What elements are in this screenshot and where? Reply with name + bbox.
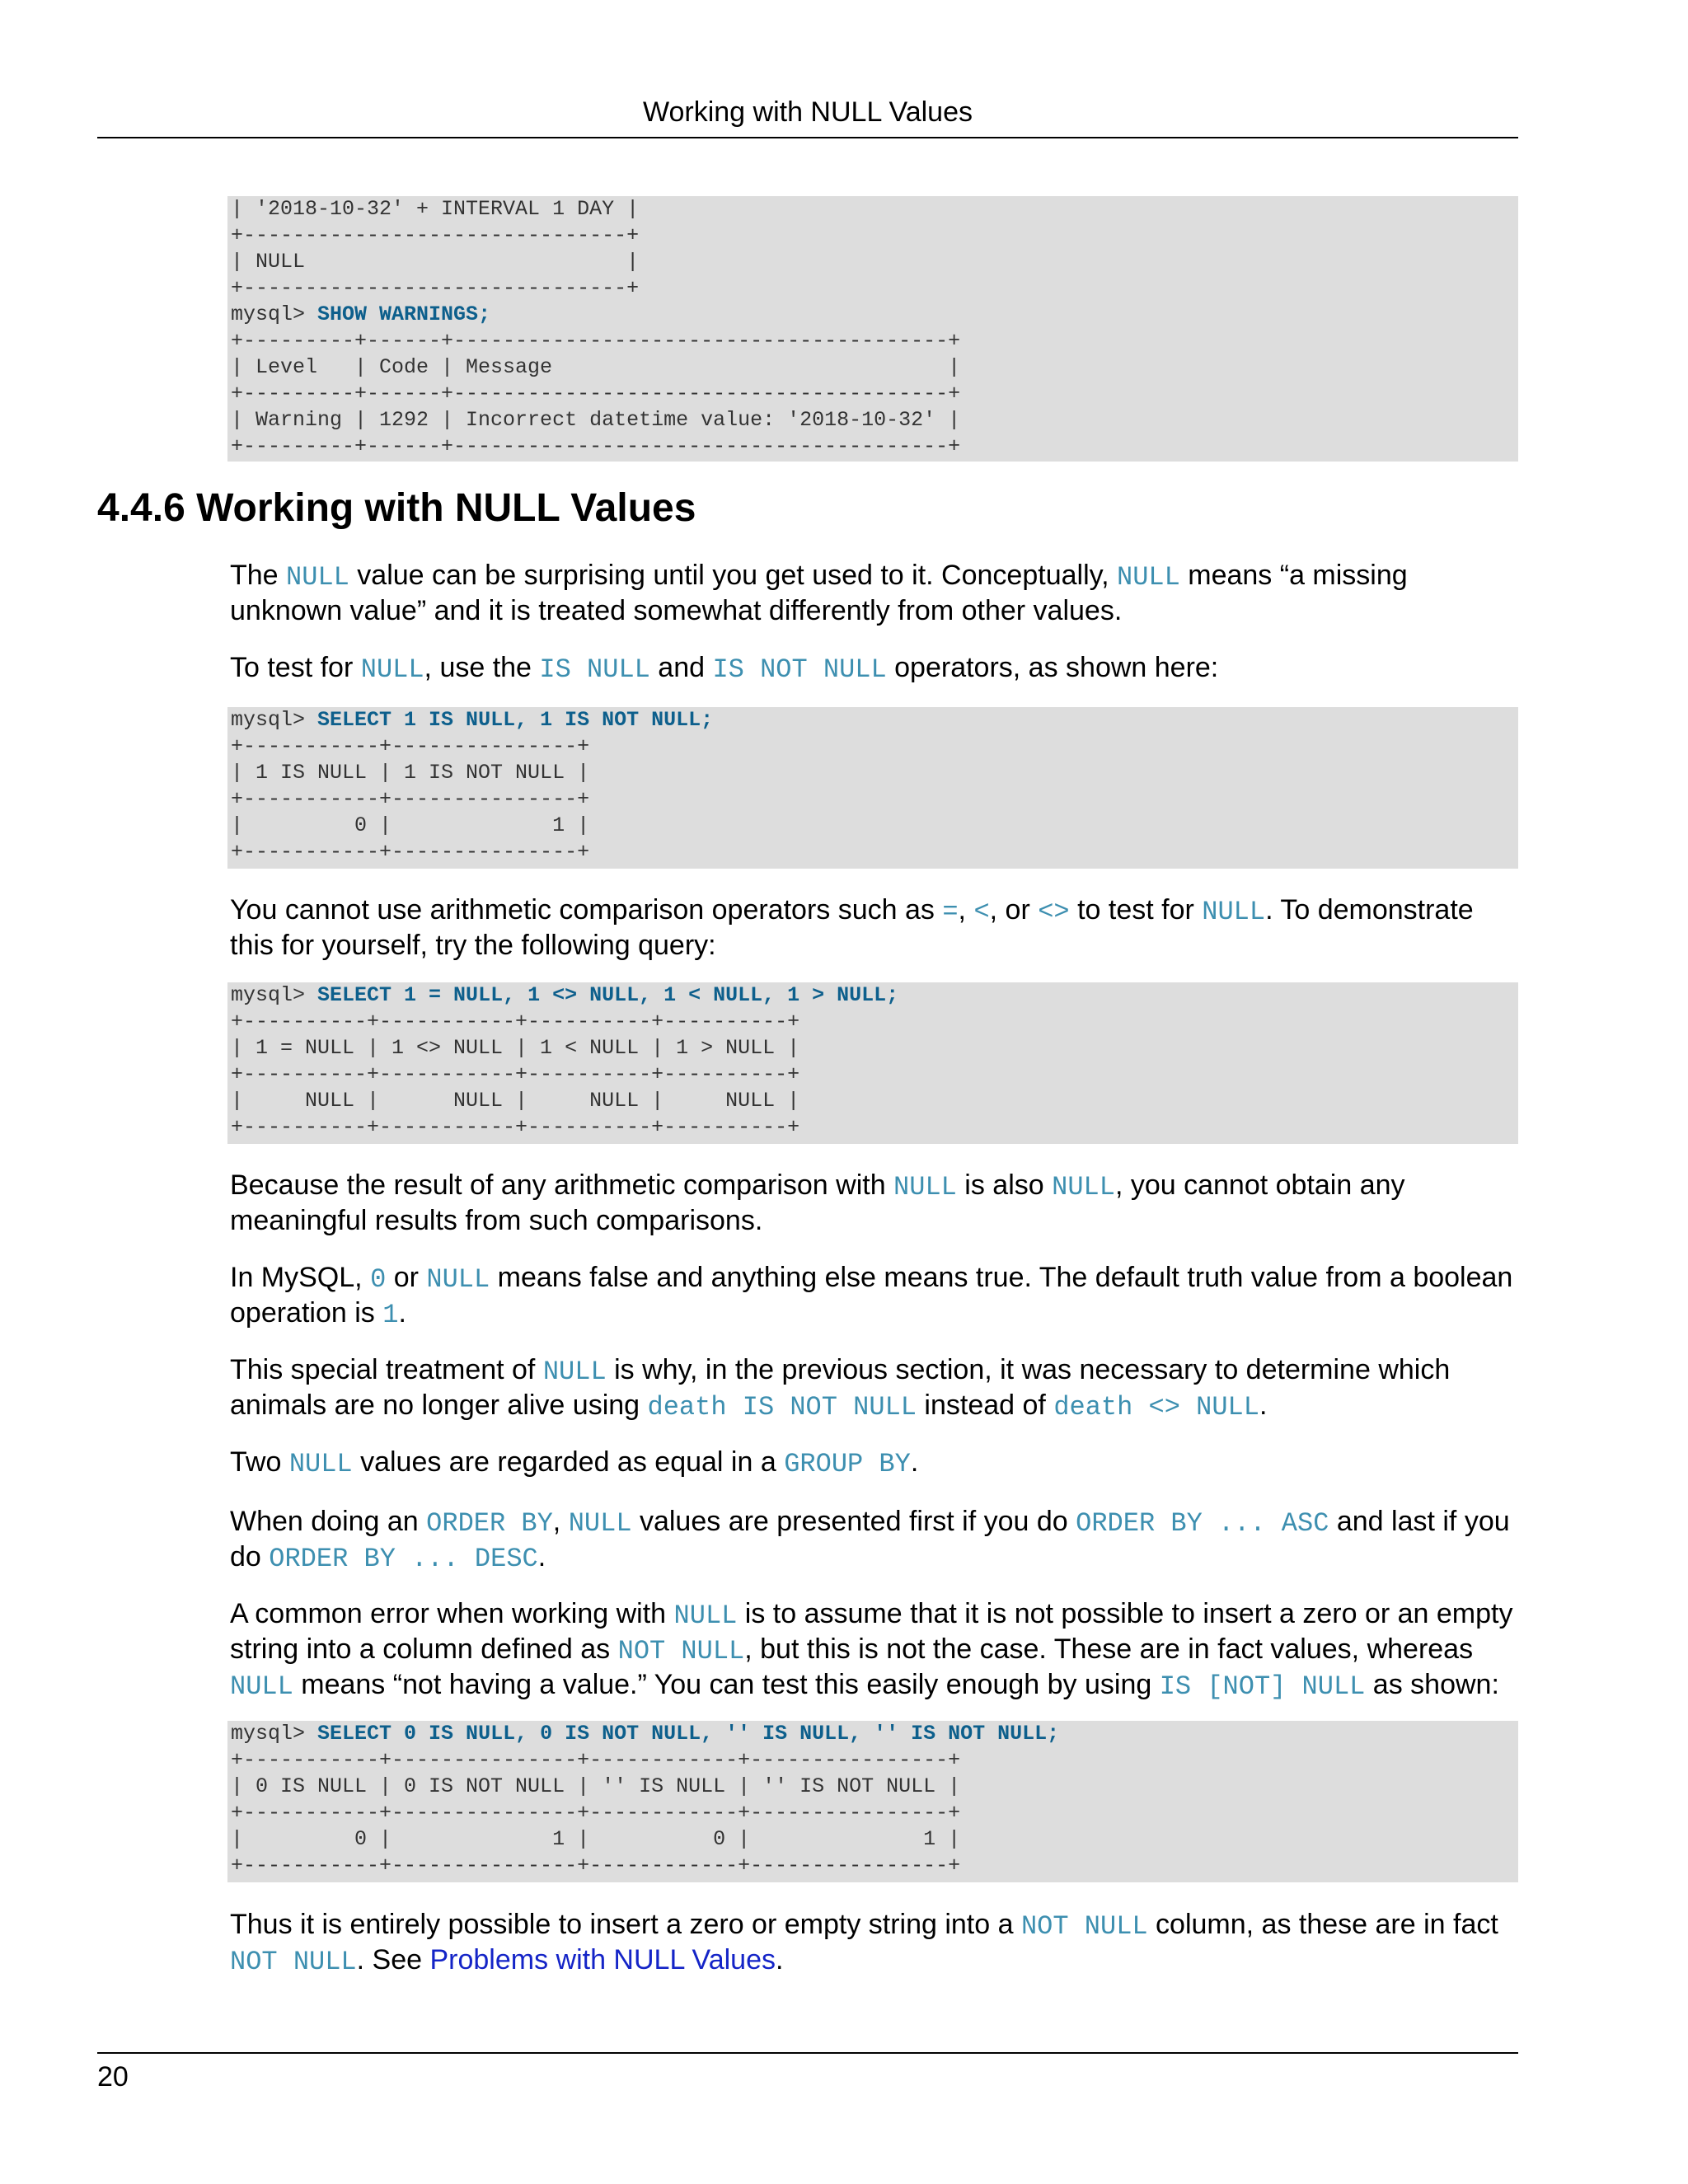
text: means “not having a value.” You can test this easily enough by using [293, 1669, 1160, 1700]
code-line: | 0 | 1 | [231, 813, 590, 837]
inline-code: death IS NOT NULL [647, 1392, 917, 1422]
inline-code: NULL [568, 1508, 632, 1539]
inline-code: NULL [893, 1172, 957, 1202]
text: Thus it is entirely possible to insert a zero or empty string into a [230, 1909, 1021, 1940]
inline-code: NULL [286, 562, 349, 593]
code-prompt: mysql> [231, 983, 318, 1007]
text: . To demonstrate this for yourself, try the following query: [230, 894, 1474, 961]
code-line: +----------+-----------+----------+----------+ [231, 1010, 800, 1033]
code-line: | 0 IS NULL | 0 IS NOT NULL | '' IS NULL | '' IS NOT NULL | [231, 1774, 961, 1798]
inline-code: 0 [370, 1264, 387, 1295]
inline-code: NULL [1202, 897, 1266, 927]
text: , you cannot obtain any meaningful results from such comparisons. [230, 1169, 1405, 1236]
text: . [1259, 1390, 1268, 1421]
text: , [552, 1506, 569, 1537]
running-header: Working with NULL Values [643, 96, 973, 128]
problems-with-null-link[interactable]: Problems with NULL Values [429, 1944, 776, 1975]
inline-code: NULL [360, 654, 424, 685]
inline-code: NOT NULL [1020, 1911, 1148, 1942]
code-block-warning [227, 196, 1518, 462]
text: as shown: [1365, 1669, 1499, 1700]
text: value can be surprising until you get used to it. Conceptually, [349, 560, 1117, 591]
text: to test for [1069, 894, 1203, 926]
paragraph-special-treatment [230, 1353, 1521, 1424]
page-number: 20 [97, 2061, 129, 2093]
header-divider [97, 137, 1518, 138]
text: When doing an [230, 1506, 427, 1537]
code-line: +-------------------------------+ [231, 276, 640, 300]
code-line: | 1 = NULL | 1 <> NULL | 1 < NULL | 1 > NULL | [231, 1036, 800, 1060]
code-prompt: mysql> [231, 708, 318, 732]
inline-code: IS NOT NULL [712, 654, 887, 685]
code-block-comparison [227, 982, 1518, 1144]
paragraph-truth [230, 1261, 1521, 1332]
inline-code: NOT NULL [617, 1636, 745, 1666]
text: . [398, 1297, 406, 1329]
text: means “a missing unknown value” and it is treated somewhat differently from other values. [230, 560, 1408, 626]
paragraph-test-null [230, 651, 1521, 687]
inline-code: ORDER BY [426, 1508, 553, 1539]
paragraph-null-intro [230, 559, 1521, 627]
text: Because the result of any arithmetic comparison with [230, 1169, 894, 1201]
code-line: +-----------+---------------+------------+----------------+ [231, 1748, 961, 1772]
code-line: | '2018-10-32' + INTERVAL 1 DAY | [231, 197, 640, 221]
paragraph-order-by [230, 1505, 1521, 1576]
text: , [958, 894, 974, 926]
inline-code: NOT NULL [230, 1947, 357, 1977]
text: , or [989, 894, 1039, 926]
inline-code: = [942, 897, 959, 927]
footer-divider [97, 2052, 1518, 2054]
text: is also [956, 1169, 1053, 1201]
text: means false and anything else means true. The default truth value from a boolean operation is [230, 1262, 1513, 1329]
text: . See [356, 1944, 430, 1975]
code-block-is-null [227, 707, 1518, 869]
inline-code: NULL [230, 1671, 293, 1702]
code-block-empty-string [227, 1721, 1518, 1882]
inline-code: GROUP BY [784, 1449, 911, 1479]
text: . [775, 1944, 784, 1975]
text: , but this is not the case. These are in fact values, whereas [744, 1633, 1474, 1665]
code-line: +-------------------------------+ [231, 223, 640, 247]
code-line: | NULL | NULL | NULL | NULL | [231, 1089, 800, 1113]
inline-code: ORDER BY ... ASC [1076, 1508, 1329, 1539]
text: This special treatment of [230, 1354, 543, 1385]
code-line: +---------+------+----------------------------------------+ [231, 382, 961, 405]
code-line: | 1 IS NULL | 1 IS NOT NULL | [231, 761, 590, 785]
code-line: +----------+-----------+----------+----------+ [231, 1062, 800, 1086]
text: The [230, 560, 287, 591]
inline-code: NULL [1117, 562, 1180, 593]
text: values are presented first if you do [631, 1506, 1076, 1537]
inline-code: ORDER BY ... DESC [269, 1544, 538, 1574]
text: , use the [424, 652, 540, 683]
paragraph-comparison [230, 893, 1521, 962]
text: A common error when working with [230, 1598, 674, 1629]
paragraph-conclusion [230, 1908, 1521, 1979]
code-line: +---------+------+----------------------------------------+ [231, 434, 961, 458]
paragraph-because [230, 1169, 1521, 1237]
text: Two [230, 1446, 289, 1478]
text: To test for [230, 652, 361, 683]
text: In MySQL, [230, 1262, 371, 1293]
inline-code: NULL [1052, 1172, 1115, 1202]
text: . [910, 1446, 919, 1478]
text: or [386, 1262, 427, 1293]
code-line: +-----------+---------------+------------+----------------+ [231, 1854, 961, 1877]
section-title: 4.4.6 Working with NULL Values [97, 486, 696, 530]
inline-code: 1 [382, 1300, 399, 1330]
inline-code: death <> NULL [1053, 1392, 1259, 1422]
code-line: | Warning | 1292 | Incorrect datetime value: '2018-10-32' | [231, 408, 961, 432]
code-prompt: mysql> [231, 1722, 318, 1746]
text: operators, as shown here: [886, 652, 1219, 683]
inline-code: IS NULL [539, 654, 650, 685]
text: is to assume that it is not possible to insert a zero or an empty string into a column defined as [230, 1598, 1513, 1665]
paragraph-common-error [230, 1597, 1521, 1704]
inline-code: <> [1038, 897, 1070, 927]
inline-code: NULL [288, 1449, 353, 1479]
text: instead of [916, 1390, 1054, 1421]
code-line: +---------+------+----------------------------------------+ [231, 329, 961, 353]
inline-code: NULL [426, 1264, 490, 1295]
text: You cannot use arithmetic comparison operators such as [230, 894, 943, 926]
text: column, as these are in fact [1147, 1909, 1498, 1940]
text: and last if you do [230, 1506, 1510, 1572]
inline-code: IS [NOT] NULL [1159, 1671, 1366, 1702]
code-line: | 0 | 1 | 0 | 1 | [231, 1827, 961, 1851]
text: . [537, 1541, 546, 1572]
code-line: +-----------+---------------+ [231, 787, 590, 811]
inline-code: < [973, 897, 990, 927]
code-command: SELECT 0 IS NULL, 0 IS NOT NULL, '' IS NULL, '' IS NOT NULL; [317, 1722, 1060, 1746]
code-command: SHOW WARNINGS; [317, 302, 491, 326]
code-command: SELECT 1 = NULL, 1 <> NULL, 1 < NULL, 1 > NULL; [317, 983, 899, 1007]
code-line: +----------+-----------+----------+----------+ [231, 1115, 800, 1139]
code-prompt: mysql> [231, 302, 318, 326]
text: and [649, 652, 713, 683]
code-line: | NULL | [231, 250, 640, 274]
code-line: +-----------+---------------+ [231, 734, 590, 758]
text: is why, in the previous section, it was necessary to determine which animals are no longer alive using [230, 1354, 1451, 1421]
code-command: SELECT 1 IS NULL, 1 IS NOT NULL; [317, 708, 714, 732]
code-line: | Level | Code | Message | [231, 355, 961, 379]
text: values are regarded as equal in a [352, 1446, 785, 1478]
code-line: +-----------+---------------+ [231, 840, 590, 864]
code-line: +-----------+---------------+------------+----------------+ [231, 1801, 961, 1825]
inline-code: NULL [673, 1601, 738, 1631]
paragraph-group-by [230, 1446, 1521, 1481]
inline-code: NULL [542, 1357, 607, 1387]
